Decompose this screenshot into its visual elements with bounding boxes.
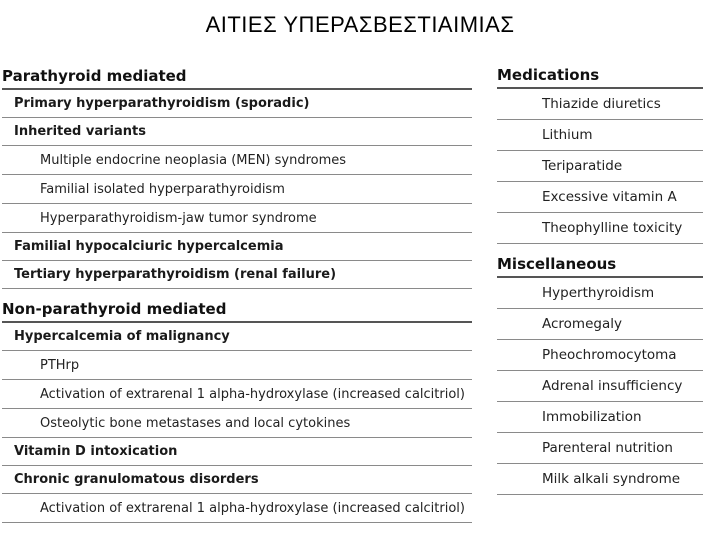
misc-item: Acromegaly (497, 309, 703, 340)
hpt-jaw-tumor-row: Hyperparathyroidism-jaw tumor syndrome (2, 204, 472, 233)
medication-item: Excessive vitamin A (497, 182, 703, 213)
parathyroid-mediated-heading: Parathyroid mediated (2, 58, 472, 90)
tertiary-hpt-row: Tertiary hyperparathyroidism (renal failure) (2, 261, 472, 289)
miscellaneous-heading: Miscellaneous (497, 246, 703, 278)
medication-item: Thiazide diuretics (497, 89, 703, 120)
right-causes-table (497, 57, 703, 495)
granulomatous-disorders-row: Chronic granulomatous disorders (2, 466, 472, 494)
left-causes-table (2, 58, 472, 523)
misc-item: Milk alkali syndrome (497, 464, 703, 495)
vitamin-d-intoxication-row: Vitamin D intoxication (2, 438, 472, 466)
pthrp-row: PTHrp (2, 351, 472, 380)
familial-isolated-hpt-row: Familial isolated hyperparathyroidism (2, 175, 472, 204)
inherited-variants-row: Inherited variants (2, 118, 472, 146)
page-title: ΑΙΤΙΕΣ ΥΠΕΡΑΣΒΕΣΤΙΑΙΜΙΑΣ (205, 12, 515, 37)
osteolytic-metastases-row: Osteolytic bone metastases and local cytokines (2, 409, 472, 438)
medications-heading: Medications (497, 57, 703, 89)
men-syndromes-row: Multiple endocrine neoplasia (MEN) syndromes (2, 146, 472, 175)
extrarenal-hydroxylase-row: Activation of extrarenal 1 alpha-hydroxylase (increased calcitriol) (2, 380, 472, 409)
primary-hyperparathyroidism-row: Primary hyperparathyroidism (sporadic) (2, 90, 472, 118)
misc-item: Parenteral nutrition (497, 433, 703, 464)
medication-item: Teriparatide (497, 151, 703, 182)
misc-item: Immobilization (497, 402, 703, 433)
medication-item: Lithium (497, 120, 703, 151)
granulomatous-hydroxylase-row: Activation of extrarenal 1 alpha-hydroxylase (increased calcitriol) (2, 494, 472, 523)
fhh-row: Familial hypocalciuric hypercalcemia (2, 233, 472, 261)
misc-item: Pheochromocytoma (497, 340, 703, 371)
medication-item: Theophylline toxicity (497, 213, 703, 244)
non-parathyroid-mediated-heading: Non-parathyroid mediated (2, 291, 472, 323)
hypercalcemia-malignancy-row: Hypercalcemia of malignancy (2, 323, 472, 351)
misc-item: Hyperthyroidism (497, 278, 703, 309)
misc-item: Adrenal insufficiency (497, 371, 703, 402)
